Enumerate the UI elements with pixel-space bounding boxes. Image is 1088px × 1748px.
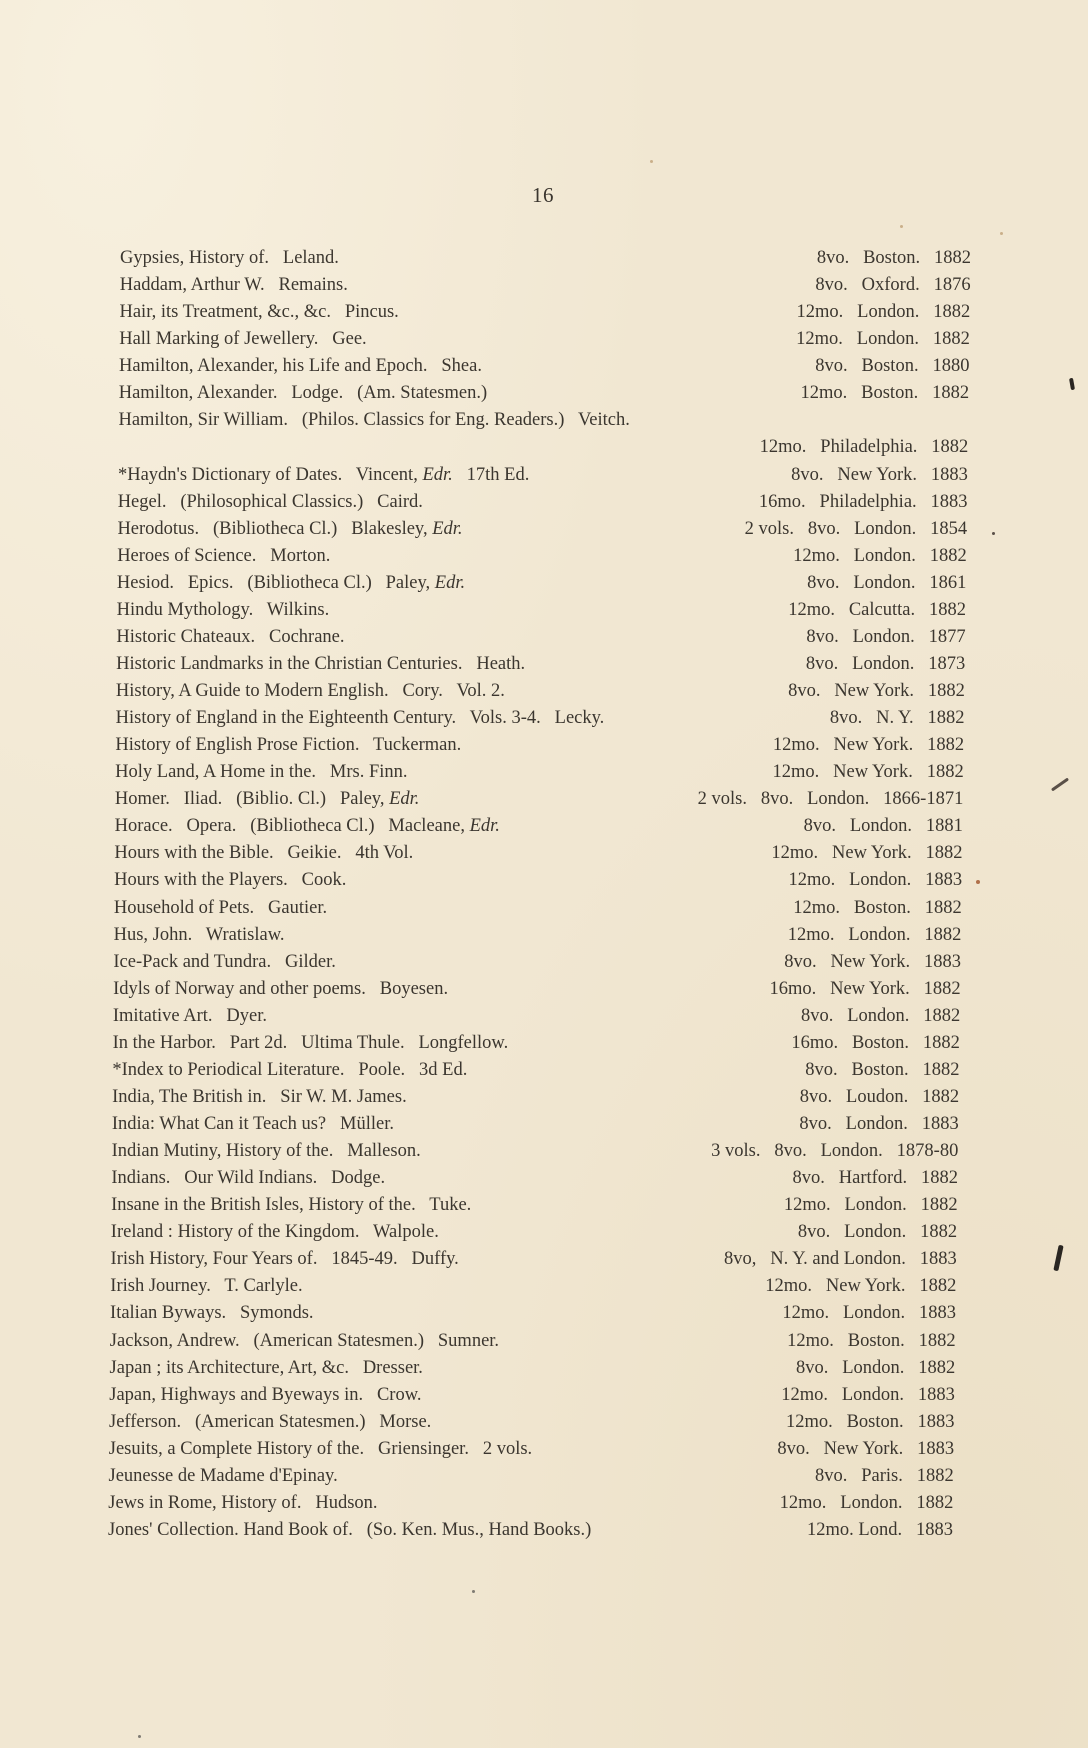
entry-title-author <box>116 706 605 730</box>
paper-spot <box>138 1735 141 1738</box>
bibliography-entry <box>113 1031 960 1055</box>
bibliography-entry <box>118 463 968 487</box>
bibliography-entry <box>115 733 964 757</box>
entry-title-text: Horace. Opera. (Bibliotheca Cl.) Macleane, <box>114 816 470 837</box>
bibliography-entry <box>112 1139 959 1163</box>
entry-title-text: History, A Guide to Modern English. Cory. Vol. 2. <box>115 681 505 702</box>
entry-title-author <box>116 652 525 676</box>
bibliography-entry <box>114 841 962 865</box>
entry-publication-info: 8vo. Boston. 1880 <box>815 356 970 377</box>
bibliography-entry <box>109 1464 954 1488</box>
entry-publication-info: 8vo. Hartford. 1882 <box>792 1168 958 1189</box>
entry-publication-info: 12mo. London. 1882 <box>793 545 967 566</box>
bibliography-entry <box>118 408 968 432</box>
entry-title-author <box>111 1220 439 1244</box>
entry-publication-info: 8vo. N. Y. 1882 <box>829 708 965 729</box>
bibliography-entry <box>108 1518 953 1542</box>
entry-title-author <box>110 1356 423 1380</box>
editor-abbrev: Edr. <box>389 789 420 810</box>
bibliography-entry <box>116 679 965 703</box>
entry-title-author <box>118 408 629 432</box>
entry-publication-info: 12mo. London. 1882 <box>783 1195 958 1216</box>
entry-title-author <box>110 1274 302 1298</box>
entry-title-author <box>109 1437 532 1461</box>
edition-text: 17th Ed. <box>452 464 530 485</box>
editor-abbrev: Edr. <box>434 572 466 593</box>
paper-spot <box>900 225 903 228</box>
entry-title-author <box>117 517 462 541</box>
bibliography-entry <box>117 517 967 541</box>
entry-title-text: Historic Chateaux. Cochrane. <box>116 626 345 647</box>
entry-title-author <box>116 625 344 649</box>
entry-publication-info: 16mo. New York. 1882 <box>769 978 961 999</box>
bibliography-entry <box>109 1410 955 1434</box>
bibliography-entry <box>111 1193 958 1217</box>
bibliography-entry <box>108 1491 953 1515</box>
bibliography-entry <box>111 1166 958 1190</box>
entry-publication-info: 12mo. London. 1882 <box>787 924 962 945</box>
entry-publication-info: 12mo. London. 1883 <box>782 1303 957 1324</box>
entry-title-text: Hours with the Bible. Geikie. 4th Vol. <box>114 843 414 864</box>
entry-publication-info: 8vo. London. 1877 <box>806 626 966 647</box>
entry-title-text: Japan, Highways and Byeways in. Crow. <box>109 1384 422 1405</box>
entry-title-text: Herodotus. (Bibliotheca Cl.) Blakesley, <box>117 518 433 539</box>
entry-title-text: Jews in Rome, History of. Hudson. <box>108 1492 378 1513</box>
entry-title-author <box>110 1329 499 1353</box>
entry-title-author <box>112 1139 421 1163</box>
entry-publication-info: 12mo. London. 1883 <box>788 870 963 891</box>
entry-title-text: *Haydn's Dictionary of Dates. Vincent, <box>117 464 423 485</box>
bibliography-entry <box>120 273 971 297</box>
entry-title-text: India: What Can it Teach us? Müller. <box>111 1114 394 1135</box>
bibliography-entry <box>110 1301 956 1325</box>
entry-title-author <box>109 1464 338 1488</box>
entry-publication-info: 12mo. Boston. 1883 <box>785 1411 955 1432</box>
entry-publication-info: 8vo. Loudon. 1882 <box>799 1086 960 1107</box>
entry-title-author <box>111 1247 459 1271</box>
entry-title-author <box>117 598 330 622</box>
entry-title-text: India, The British in. Sir W. M. James. <box>112 1086 407 1107</box>
entry-publication-info: 12mo. Calcutta. 1882 <box>788 599 966 620</box>
bibliography-entry <box>110 1274 956 1298</box>
entry-publication-info: 12mo. London. 1882 <box>796 302 971 323</box>
margin-check-mark <box>1051 778 1069 792</box>
bibliography-entry <box>109 1383 955 1407</box>
entry-publication-info: 8vo, N. Y. and London. 1883 <box>724 1249 957 1270</box>
entry-title-text: Hair, its Treatment, &c., &c. Pincus. <box>119 302 399 323</box>
entry-title-author <box>115 760 407 784</box>
bibliography-entry <box>118 435 968 459</box>
bibliography-entry <box>114 923 962 947</box>
entry-title-author <box>112 1058 467 1082</box>
entry-publication-info: 12mo. Philadelphia. 1882 <box>759 437 969 458</box>
entry-publication-info: 8vo. London. 1882 <box>800 1005 961 1026</box>
margin-tick-mark <box>1069 378 1075 391</box>
entry-title-author <box>113 1031 509 1055</box>
entry-title-text: Irish Journey. T. Carlyle. <box>110 1276 303 1297</box>
entry-publication-info: 12mo. New York. 1882 <box>765 1276 957 1297</box>
entry-publication-info: 3 vols. 8vo. London. 1878-80 <box>711 1141 959 1162</box>
entry-publication-info: 8vo. Paris. 1882 <box>815 1465 954 1486</box>
bibliography-entry <box>113 977 961 1001</box>
entry-publication-info: 12mo. London. 1882 <box>796 329 970 350</box>
entry-title-author <box>115 787 420 811</box>
entry-publication-info: 8vo. London. 1881 <box>803 816 963 837</box>
entry-title-text: History of English Prose Fiction. Tuckerman. <box>115 735 462 756</box>
bibliography-entry <box>113 950 961 974</box>
entry-title-text: Heroes of Science. Morton. <box>117 545 331 566</box>
entry-title-text: Ice-Pack and Tundra. Gilder. <box>113 951 336 972</box>
entry-title-text: Hamilton, Alexander, his Life and Epoch. Shea. <box>118 356 482 377</box>
entry-title-text: Hesiod. Epics. (Bibliotheca Cl.) Paley, <box>116 572 435 593</box>
entry-title-text: Indians. Our Wild Indians. Dodge. <box>111 1168 386 1189</box>
entry-publication-info: 8vo. Boston. 1882 <box>816 248 971 268</box>
entry-title-text: Household of Pets. Gautier. <box>113 897 328 918</box>
entry-title-text: Hall Marking of Jewellery. Gee. <box>119 329 367 350</box>
entry-title-author <box>114 923 285 947</box>
bibliography-entry <box>118 490 968 514</box>
entry-title-author <box>111 1166 385 1190</box>
entry-publication-info: 12mo. New York. 1882 <box>771 843 963 864</box>
entry-title-author <box>116 679 505 703</box>
paper-spot <box>650 160 653 163</box>
entry-title-text: Irish History, Four Years of. 1845-49. Duffy. <box>110 1249 459 1270</box>
entry-title-author <box>114 896 327 920</box>
entry-title-text: Idyls of Norway and other poems. Boyesen. <box>113 978 449 999</box>
entry-title-text: *Index to Periodical Literature. Poole. 3d Ed. <box>112 1059 468 1080</box>
entry-title-text: Ireland : History of the Kingdom. Walpole. <box>110 1222 439 1243</box>
entry-title-text: Homer. Iliad. (Biblio. Cl.) Paley, <box>114 789 390 810</box>
bibliography-entry <box>112 1112 959 1136</box>
entry-publication-info: 8vo. New York. 1882 <box>788 681 965 702</box>
bibliography-entry <box>116 652 965 676</box>
bibliography-entry <box>111 1220 957 1244</box>
entry-publication-info: 8vo. London. 1882 <box>797 1222 958 1243</box>
bibliography-entry <box>112 1058 959 1082</box>
entry-publication-info: 8vo. New York. 1883 <box>791 464 968 485</box>
entry-publication-info: 12mo. New York. 1882 <box>772 735 965 756</box>
entry-title-text: Indian Mutiny, History of the. Malleson. <box>111 1141 421 1162</box>
entry-publication-info: 8vo. London. 1883 <box>799 1114 959 1135</box>
entry-publication-info: 12mo. Boston. 1882 <box>787 1330 956 1351</box>
entry-publication-info: 8vo. London. 1873 <box>805 653 966 674</box>
margin-dot-mark <box>976 880 980 884</box>
entry-title-author <box>119 381 487 405</box>
margin-dot-mark <box>992 532 995 535</box>
entry-publication-info: 12mo. London. 1882 <box>779 1492 954 1513</box>
entry-title-text: Hamilton, Alexander. Lodge. (Am. Statesmen.) <box>118 383 488 404</box>
entry-title-text: Japan ; its Architecture, Art, &c. Dresser. <box>109 1357 423 1378</box>
entry-title-author <box>112 1112 394 1136</box>
entry-publication-info: 12mo. London. 1883 <box>781 1384 955 1405</box>
bibliography-entry <box>119 327 970 351</box>
entry-title-author <box>114 841 413 865</box>
entry-title-text: Italian Byways. Symonds. <box>110 1303 314 1324</box>
entry-title-author <box>118 463 529 487</box>
entry-title-text: Jeunesse de Madame d'Epinay. <box>108 1465 338 1486</box>
entry-publication-info: 12mo. Boston. 1882 <box>793 897 962 918</box>
entry-publication-info: 16mo. Philadelphia. 1883 <box>758 491 968 512</box>
entry-title-text: Jones' Collection. Hand Book of. (So. Ken. Mus., Hand Books.) <box>108 1520 592 1540</box>
entry-title-text: Hegel. (Philosophical Classics.) Caird. <box>117 491 423 512</box>
paper-spot <box>472 1590 475 1593</box>
entry-publication-info: 8vo. London. 1861 <box>807 572 967 593</box>
entry-title-author <box>117 571 465 595</box>
entry-title-author <box>111 1193 471 1217</box>
editor-abbrev: Edr. <box>422 464 453 485</box>
bibliography-entry <box>117 544 967 568</box>
bibliography-entry <box>113 1004 960 1028</box>
bibliography-entry <box>115 814 963 838</box>
bibliography-entry <box>119 381 969 405</box>
entry-title-text: Haddam, Arthur W. Remains. <box>119 275 348 296</box>
bibliography-entry <box>120 246 971 270</box>
entry-publication-info: 8vo. New York. 1883 <box>784 951 962 972</box>
entry-title-author <box>113 950 335 974</box>
entry-publication-info: 12mo. Lond. 1883 <box>807 1520 953 1540</box>
entry-title-author <box>120 246 339 270</box>
entry-title-author <box>120 273 348 297</box>
entry-title-text: Hamilton, Sir William. (Philos. Classics for Eng. Readers.) Veitch. <box>118 410 630 431</box>
entry-title-author <box>115 733 461 757</box>
entry-publication-info: 16mo. Boston. 1882 <box>791 1032 960 1053</box>
entry-title-text: Hours with the Players. Cook. <box>114 870 347 891</box>
entry-publication-info: 8vo. London. 1882 <box>795 1357 956 1378</box>
entry-title-text: Hindu Mythology. Wilkins. <box>116 599 330 620</box>
bibliography-entry <box>117 598 966 622</box>
bibliography-entry <box>115 760 964 784</box>
entry-title-author <box>110 1301 314 1325</box>
entry-title-author <box>117 544 330 568</box>
bibliography-entry <box>116 625 965 649</box>
entry-publication-info: 8vo. Oxford. 1876 <box>815 275 971 296</box>
bibliography-entry <box>110 1329 956 1353</box>
bibliography-entry <box>114 896 962 920</box>
bibliography-entry <box>119 300 970 324</box>
entry-title-author <box>119 327 366 351</box>
entry-title-text: Holy Land, A Home in the. Mrs. Finn. <box>115 762 408 783</box>
entry-publication-info: 2 vols. 8vo. London. 1854 <box>744 518 968 539</box>
bibliography-entry <box>112 1085 959 1109</box>
entry-publication-info: 12mo. New York. 1882 <box>772 762 964 783</box>
entry-title-text: Jesuits, a Complete History of the. Griensinger. 2 vols. <box>108 1438 533 1459</box>
entry-title-text: Imitative Art. Dyer. <box>112 1005 267 1026</box>
entry-title-text: In the Harbor. Part 2d. Ultima Thule. Longfellow. <box>112 1032 509 1053</box>
entry-title-text: Hus, John. Wratislaw. <box>113 924 285 945</box>
entry-title-author <box>109 1410 431 1434</box>
bibliography-entry <box>117 571 966 595</box>
bibliography-entry <box>119 354 969 378</box>
bibliography-entry <box>111 1247 957 1271</box>
paper-spot <box>1000 232 1003 235</box>
entry-title-author <box>108 1518 591 1542</box>
entry-title-author <box>113 1004 267 1028</box>
page-number: 16 <box>532 183 554 207</box>
entry-title-text: Jefferson. (American Statesmen.) Morse. <box>109 1411 432 1432</box>
margin-ink-mark <box>1053 1245 1063 1271</box>
entry-title-author <box>109 1383 421 1407</box>
bibliography-entry <box>109 1437 954 1461</box>
entry-title-author <box>115 814 500 838</box>
entry-title-author <box>108 1491 377 1515</box>
entry-publication-info: 8vo. New York. 1883 <box>777 1438 955 1459</box>
entry-title-author <box>118 490 423 514</box>
bibliography-entry <box>116 706 965 730</box>
bibliography-entry <box>115 787 963 811</box>
entry-title-author <box>113 977 448 1001</box>
entry-title-text: Historic Landmarks in the Christian Centuries. Heath. <box>116 653 526 674</box>
bibliography-entry <box>110 1356 956 1380</box>
entry-publication-info: 2 vols. 8vo. London. 1866-1871 <box>697 789 964 810</box>
entry-publication-info: 12mo. Boston. 1882 <box>800 383 970 404</box>
entry-title-author <box>119 354 482 378</box>
editor-abbrev: Edr. <box>469 816 500 837</box>
entry-title-author <box>112 1085 407 1109</box>
entry-title-author <box>119 300 398 324</box>
editor-abbrev: Edr. <box>432 518 463 539</box>
entry-title-text: Gypsies, History of. Leland. <box>120 248 339 268</box>
entry-title-author <box>114 868 346 892</box>
entry-title-text: Jackson, Andrew. (American Statesmen.) Sumner. <box>109 1330 500 1351</box>
bibliography-entry <box>114 868 962 892</box>
entry-publication-info: 8vo. Boston. 1882 <box>805 1059 960 1080</box>
entry-title-text: History of England in the Eighteenth Century. Vols. 3-4. Lecky. <box>115 708 605 729</box>
entry-title-text: Insane in the British Isles, History of the. Tuke. <box>111 1195 472 1216</box>
